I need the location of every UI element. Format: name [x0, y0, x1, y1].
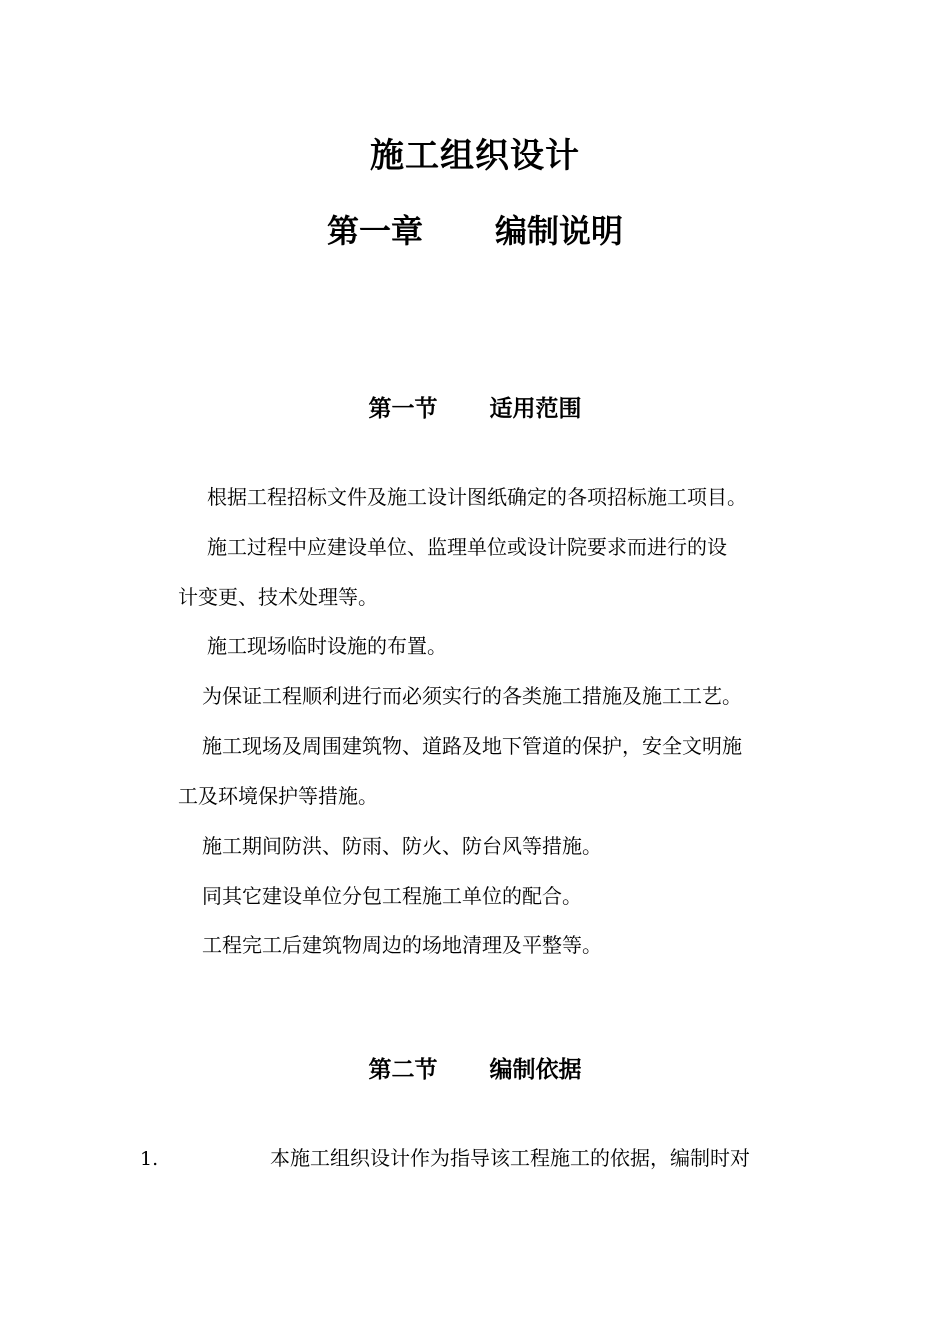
scope-line-9: 同其它建设单位分包工程施工单位的配合。 [202, 884, 582, 908]
list-item-number: 1. [140, 1148, 159, 1170]
section-heading-basis [0, 1051, 950, 1084]
section-name: 适用范围 [489, 395, 582, 422]
scope-line-10: 工程完工后建筑物周边的场地清理及平整等。 [202, 933, 602, 957]
chapter-name: 编制说明 [495, 212, 624, 250]
scope-line-3: 计变更、技术处理等。 [178, 585, 378, 609]
section-heading-scope [0, 390, 950, 423]
document-title: 施工组织设计 [370, 136, 580, 176]
section-number: 第一节 [368, 395, 438, 422]
scope-line-1: 根据工程招标文件及施工设计图纸确定的各项招标施工项目。 [207, 485, 747, 509]
section-name: 编制依据 [489, 1056, 582, 1083]
scope-line-7: 工及环境保护等措施。 [178, 784, 378, 808]
section-number: 第二节 [368, 1056, 438, 1083]
list-item-text: 本施工组织设计作为指导该工程施工的依据，编制时对 [270, 1146, 750, 1170]
scope-line-6: 施工现场及周围建筑物、道路及地下管道的保护，安全文明施 [202, 734, 742, 758]
scope-line-2: 施工过程中应建设单位、监理单位或设计院要求而进行的设 [207, 535, 727, 559]
chapter-heading [0, 206, 950, 252]
scope-line-5: 为保证工程顺利进行而必须实行的各类施工措施及施工工艺。 [202, 684, 742, 708]
scope-line-4: 施工现场临时设施的布置。 [207, 634, 447, 658]
chapter-number: 第一章 [326, 212, 423, 250]
scope-line-8: 施工期间防洪、防雨、防火、防台风等措施。 [202, 834, 602, 858]
